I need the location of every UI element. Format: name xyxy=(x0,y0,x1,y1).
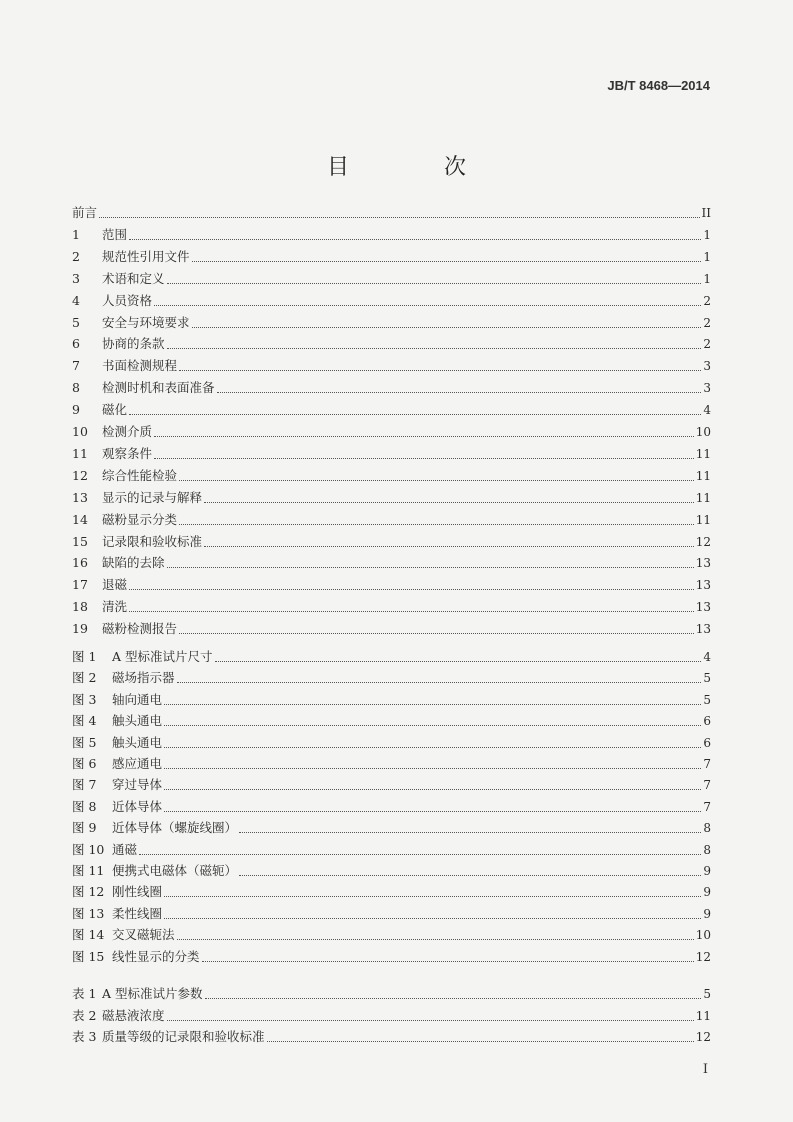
entry-label: 显示的记录与解释 xyxy=(102,489,203,505)
entry-label: 安全与环境要求 xyxy=(102,314,190,330)
entry-number: 图 15 xyxy=(72,948,105,964)
entry-page-number: 3 xyxy=(703,381,711,396)
dot-leader xyxy=(179,632,694,634)
entry-label: 磁粉显示分类 xyxy=(102,511,178,527)
entry-number: 11 xyxy=(72,445,88,461)
entry-number: 14 xyxy=(72,511,88,527)
toc-figure-entry[interactable] xyxy=(72,691,711,709)
entry-label: 书面检测规程 xyxy=(102,358,178,374)
entry-label: 近体导体（螺旋线圈） xyxy=(112,820,238,836)
toc-figure-entry[interactable] xyxy=(72,819,711,837)
entry-label: 柔性线圈 xyxy=(112,905,163,921)
toc-section-entry[interactable] xyxy=(72,379,711,397)
dot-leader xyxy=(164,724,701,726)
dot-leader xyxy=(154,457,694,459)
toc-section-entry[interactable] xyxy=(72,620,711,638)
dot-leader xyxy=(167,566,694,568)
entry-label: 协商的条款 xyxy=(102,336,165,352)
dot-leader xyxy=(164,703,701,705)
entry-page-number: 6 xyxy=(703,714,711,729)
entry-number: 18 xyxy=(72,599,88,615)
entry-number: 17 xyxy=(72,577,88,593)
dot-leader xyxy=(164,810,701,812)
toc-figure-entry[interactable] xyxy=(72,905,711,923)
entry-number: 表 1 xyxy=(72,986,97,1001)
toc-section-entry[interactable] xyxy=(72,511,711,529)
entry-number: 1 xyxy=(72,226,80,242)
toc-table-entry[interactable] xyxy=(72,985,711,1003)
dot-leader xyxy=(129,610,694,612)
toc-section-entry[interactable] xyxy=(72,598,711,616)
entry-label: 通磁 xyxy=(112,841,138,857)
entry-label: 磁场指示器 xyxy=(112,670,175,686)
entry-number: 5 xyxy=(72,314,80,330)
dot-leader xyxy=(129,413,701,415)
toc-section-entry[interactable] xyxy=(72,576,711,594)
toc-section-entry[interactable] xyxy=(72,489,711,507)
toc-figure-entry[interactable] xyxy=(72,926,711,944)
entry-label: 记录限和验收标准 xyxy=(102,533,203,549)
toc-section-entry[interactable] xyxy=(72,554,711,572)
entry-number: 图 14 xyxy=(72,927,105,943)
entry-label: 感应通电 xyxy=(112,756,163,771)
dot-leader xyxy=(139,853,701,855)
entry-number: 表 2 xyxy=(72,1007,97,1023)
entry-number: 7 xyxy=(72,358,80,374)
entry-label: 近体导体 xyxy=(112,798,163,814)
entry-number: 19 xyxy=(72,621,88,637)
toc-table-entry[interactable] xyxy=(72,1028,711,1046)
entry-page-number: 9 xyxy=(703,864,711,878)
dot-leader xyxy=(192,326,702,328)
entry-page-number: 13 xyxy=(695,622,711,637)
entry-number: 图 5 xyxy=(72,734,97,750)
entry-page-number: 10 xyxy=(695,928,711,943)
toc-figure-entry[interactable] xyxy=(72,669,711,687)
toc-figure-entry[interactable] xyxy=(72,648,711,666)
toc-figure-entry[interactable] xyxy=(72,776,711,794)
dot-leader xyxy=(167,347,702,349)
entry-label: 检测介质 xyxy=(102,424,153,439)
dot-leader xyxy=(202,960,694,962)
entry-label: 综合性能检验 xyxy=(102,467,178,483)
toc-section-entry[interactable] xyxy=(72,401,711,419)
dot-leader xyxy=(164,788,701,790)
entry-page-number: 11 xyxy=(695,512,711,527)
entry-page-number: 9 xyxy=(703,885,711,900)
entry-page-number: II xyxy=(701,206,711,220)
entry-label: 规范性引用文件 xyxy=(102,248,190,264)
entry-label: 退磁 xyxy=(102,577,128,593)
entry-page-number: 5 xyxy=(703,987,711,1001)
dot-leader xyxy=(205,997,702,999)
entry-number: 图 2 xyxy=(72,670,97,686)
entry-page-number: 11 xyxy=(695,446,711,461)
toc-section-entry[interactable] xyxy=(72,423,711,441)
entry-label: 轴向通电 xyxy=(112,691,163,707)
toc-section-entry[interactable] xyxy=(72,445,711,463)
entry-page-number: 3 xyxy=(703,359,711,374)
dot-leader xyxy=(129,238,701,240)
entry-page-number: 7 xyxy=(703,778,711,793)
dot-leader xyxy=(99,216,700,218)
dot-leader xyxy=(179,479,694,481)
entry-page-number: 8 xyxy=(703,842,711,857)
entry-page-number: 10 xyxy=(695,425,711,439)
entry-page-number: 11 xyxy=(695,490,711,505)
entry-page-number: 2 xyxy=(703,337,711,352)
toc-figure-entry[interactable] xyxy=(72,862,711,880)
entry-number: 12 xyxy=(72,467,88,483)
entry-number: 图 12 xyxy=(72,884,105,900)
dot-leader xyxy=(154,435,694,437)
toc-figure-entry[interactable] xyxy=(72,948,711,966)
dot-leader xyxy=(215,660,702,662)
entry-label: 磁粉检测报告 xyxy=(102,621,178,637)
entry-number: 图 13 xyxy=(72,905,105,921)
entry-page-number: 11 xyxy=(695,1008,711,1023)
entry-label: 交叉磁轭法 xyxy=(112,927,175,943)
toc-figure-entry[interactable] xyxy=(72,841,711,859)
dot-leader xyxy=(192,260,702,262)
entry-number: 13 xyxy=(72,489,88,505)
toc-figure-entry[interactable] xyxy=(72,883,711,901)
entry-number: 4 xyxy=(72,292,80,308)
dot-leader xyxy=(167,1019,694,1021)
entry-page-number: 12 xyxy=(695,1030,711,1044)
entry-number: 3 xyxy=(72,270,80,286)
dot-leader xyxy=(239,874,701,876)
toc-section-entry[interactable] xyxy=(72,248,711,266)
dot-leader xyxy=(204,501,694,503)
entry-label: 质量等级的记录限和验收标准 xyxy=(102,1029,265,1044)
entry-page-number: 2 xyxy=(703,293,711,308)
dot-leader xyxy=(164,895,701,897)
entry-page-number: 1 xyxy=(703,249,711,264)
entry-label: 术语和定义 xyxy=(102,270,165,286)
entry-page-number: 1 xyxy=(703,271,711,286)
entry-number: 6 xyxy=(72,336,80,352)
entry-label: 范围 xyxy=(102,226,128,242)
entry-page-number: 5 xyxy=(703,692,711,707)
dot-leader xyxy=(204,545,694,547)
entry-label: 触头通电 xyxy=(112,734,163,750)
toc-section-entry[interactable] xyxy=(72,270,711,288)
dot-leader xyxy=(177,938,694,940)
entry-page-number: 7 xyxy=(703,799,711,814)
entry-page-number: 7 xyxy=(703,757,711,771)
toc-figure-entry[interactable] xyxy=(72,712,711,730)
entry-page-number: 4 xyxy=(703,403,711,418)
entry-page-number: 13 xyxy=(695,600,711,615)
entry-number: 9 xyxy=(72,402,80,418)
toc-section-entry[interactable] xyxy=(72,335,711,353)
entry-page-number: 1 xyxy=(703,227,711,242)
entry-label: A 型标准试片参数 xyxy=(102,986,203,1001)
dot-leader xyxy=(129,588,694,590)
entry-number: 8 xyxy=(72,380,80,396)
entry-page-number: 2 xyxy=(703,315,711,330)
entry-label: 刚性线圈 xyxy=(112,884,163,900)
entry-label: 线性显示的分类 xyxy=(112,948,200,964)
entry-number: 图 1 xyxy=(72,649,97,664)
toc-table-entry[interactable] xyxy=(72,1007,711,1025)
entry-label: 人员资格 xyxy=(102,292,153,308)
entry-page-number: 5 xyxy=(703,671,711,686)
dot-leader xyxy=(179,369,701,371)
toc-section-entry[interactable] xyxy=(72,357,711,375)
dot-leader xyxy=(239,831,701,833)
entry-number: 图 8 xyxy=(72,798,97,814)
entry-page-number: 6 xyxy=(703,735,711,750)
entry-page-number: 12 xyxy=(695,534,711,549)
entry-number: 图 7 xyxy=(72,777,97,793)
toc-section-entry[interactable] xyxy=(72,204,711,222)
entry-label: 缺陷的去除 xyxy=(102,555,165,571)
entry-number: 图 3 xyxy=(72,691,97,707)
dot-leader xyxy=(164,746,701,748)
entry-label: 触头通电 xyxy=(112,713,163,729)
toc-figure-entry[interactable] xyxy=(72,734,711,752)
toc-figure-entry[interactable] xyxy=(72,798,711,816)
entry-label: 磁化 xyxy=(102,402,128,418)
dot-leader xyxy=(154,304,701,306)
dot-leader xyxy=(164,767,701,769)
entry-label: 前言 xyxy=(72,205,98,220)
entry-label: 便携式电磁体（磁轭） xyxy=(112,863,238,878)
entry-label: 检测时机和表面准备 xyxy=(102,380,215,396)
dot-leader xyxy=(217,391,702,393)
toc-section-entry[interactable] xyxy=(72,226,711,244)
entry-number: 图 4 xyxy=(72,713,97,729)
entry-page-number: 12 xyxy=(695,949,711,964)
entry-number: 表 3 xyxy=(72,1029,97,1044)
entry-number: 15 xyxy=(72,533,88,549)
toc-section-entry[interactable] xyxy=(72,467,711,485)
toc-figure-entry[interactable] xyxy=(72,755,711,773)
entry-page-number: 8 xyxy=(703,821,711,836)
entry-label: 观察条件 xyxy=(102,445,153,461)
toc-section-entry[interactable] xyxy=(72,314,711,332)
page-number: I xyxy=(702,1062,708,1077)
entry-number: 2 xyxy=(72,248,80,264)
entry-page-number: 13 xyxy=(695,556,711,571)
entry-number: 10 xyxy=(72,424,88,439)
entry-number: 16 xyxy=(72,555,88,571)
entry-number: 图 11 xyxy=(72,863,105,878)
dot-leader xyxy=(267,1040,694,1042)
entry-number: 图 10 xyxy=(72,841,105,857)
entry-page-number: 9 xyxy=(703,906,711,921)
entry-label: 磁悬液浓度 xyxy=(102,1007,165,1023)
dot-leader xyxy=(167,282,702,284)
standard-number: JB/T 8468—2014 xyxy=(607,78,710,93)
entry-page-number: 4 xyxy=(703,650,711,664)
entry-label: A 型标准试片尺寸 xyxy=(112,649,213,664)
dot-leader xyxy=(177,681,702,683)
toc-section-entry[interactable] xyxy=(72,292,711,310)
entry-number: 图 9 xyxy=(72,820,97,836)
toc-section-entry[interactable] xyxy=(72,533,711,551)
dot-leader xyxy=(164,917,701,919)
page-title: 目 次 xyxy=(327,155,510,180)
entry-label: 穿过导体 xyxy=(112,777,163,793)
entry-number: 图 6 xyxy=(72,756,97,771)
entry-page-number: 11 xyxy=(695,468,711,483)
dot-leader xyxy=(179,523,694,525)
entry-page-number: 13 xyxy=(695,578,711,593)
entry-label: 清洗 xyxy=(102,599,128,615)
